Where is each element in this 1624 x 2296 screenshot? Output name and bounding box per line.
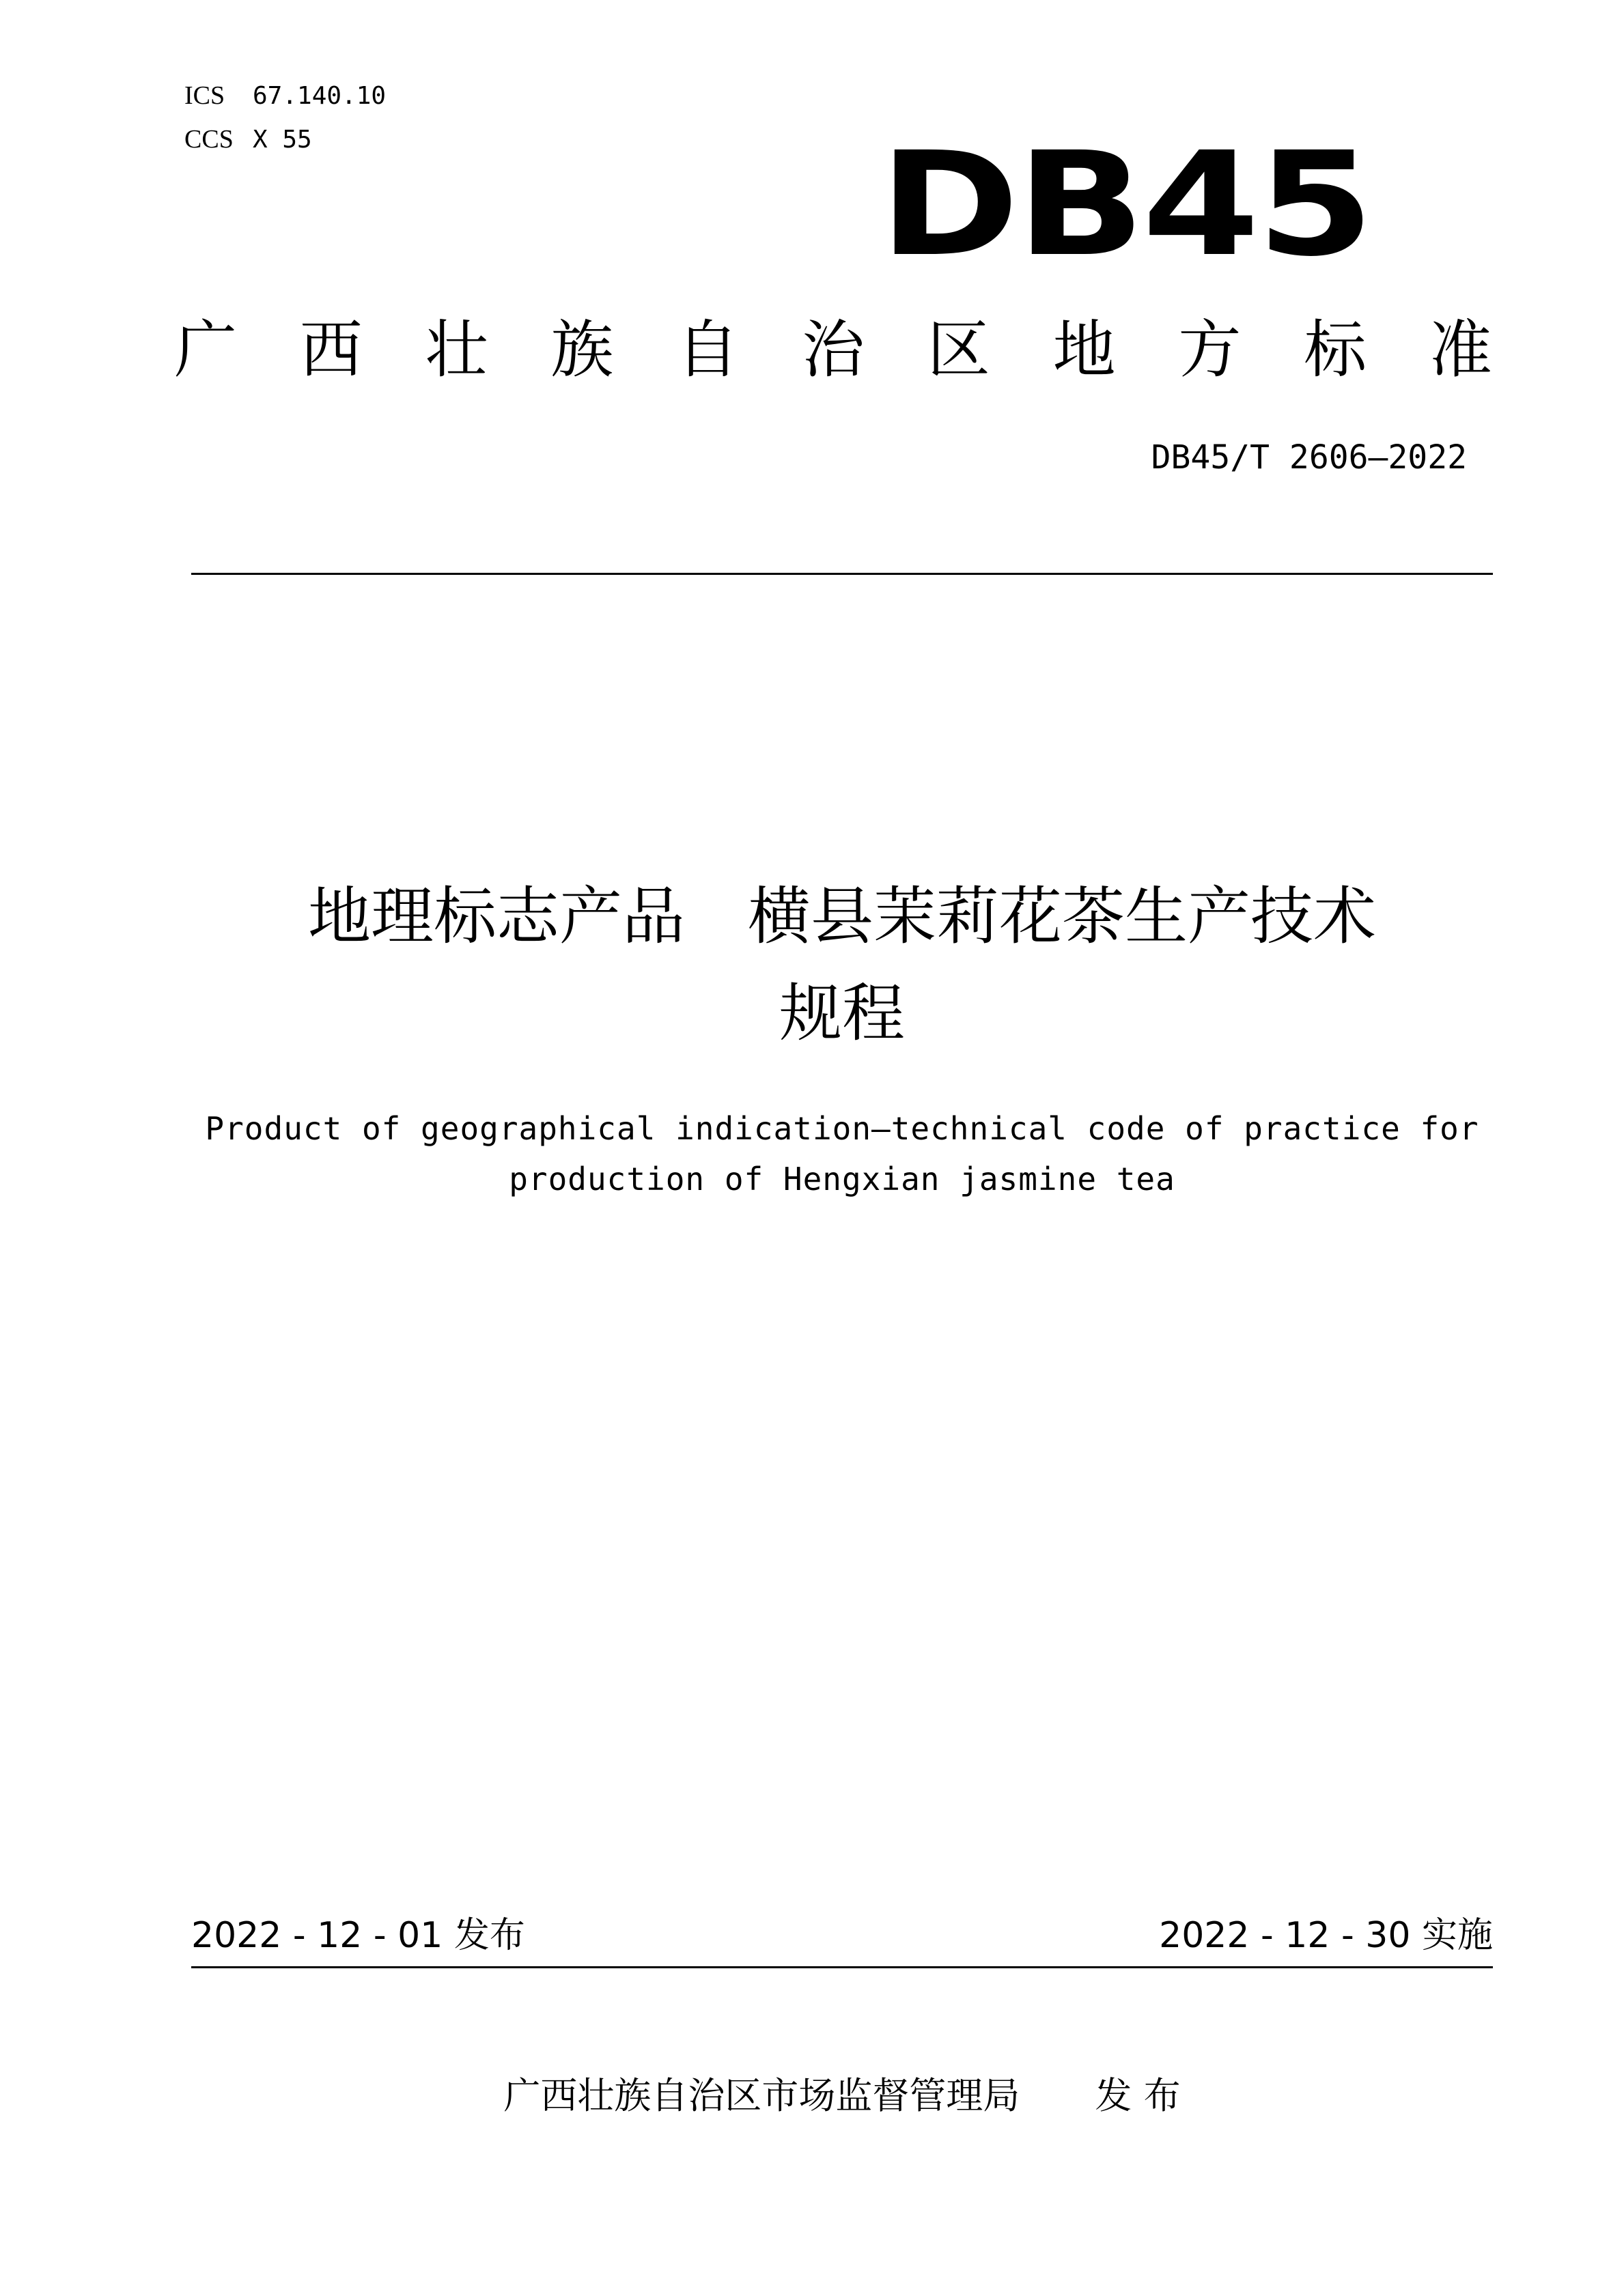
standard-codes xyxy=(184,74,386,161)
ics-value: 67.140.10 xyxy=(253,82,387,110)
region-standard-title xyxy=(174,313,1492,388)
region-title-char: 自 xyxy=(676,313,740,386)
english-title-line-2: production of Hengxian jasmine tea xyxy=(509,1161,1175,1197)
region-title-char: 族 xyxy=(550,313,614,386)
document-number: DB45/T 2606—2022 xyxy=(1151,438,1467,477)
chinese-title-line-1: 地理标志产品 横县茉莉花茶生产技术 xyxy=(307,880,1376,953)
english-title-line-1: Product of geographical indication—technical code of practice for xyxy=(205,1110,1479,1147)
ccs-value: X 55 xyxy=(253,126,312,154)
top-divider xyxy=(191,573,1493,575)
standard-mark: DB45 xyxy=(879,121,1371,288)
region-title-char: 准 xyxy=(1429,313,1492,386)
bottom-divider xyxy=(191,1966,1493,1968)
region-title-char: 地 xyxy=(1052,313,1116,386)
issue-date: 2022 - 12 - 01 发布 xyxy=(191,1915,525,1956)
implementation-date: 2022 - 12 - 30 实施 xyxy=(1159,1915,1493,1956)
region-title-char: 方 xyxy=(1178,313,1242,386)
region-title-char: 广 xyxy=(174,313,238,386)
region-title-char: 壮 xyxy=(425,313,488,386)
ics-label: ICS xyxy=(184,81,225,110)
region-title-char: 治 xyxy=(801,313,865,386)
ccs-label: CCS xyxy=(184,125,234,154)
publisher-line xyxy=(191,2072,1493,2120)
publisher-org: 广西壮族自治区市场监督管理局 xyxy=(503,2074,1020,2117)
chinese-title-line-2: 规程 xyxy=(779,977,905,1050)
ics-code xyxy=(184,74,386,117)
english-title xyxy=(191,1103,1493,1204)
publisher-action: 发 布 xyxy=(1095,2074,1181,2117)
region-title-char: 区 xyxy=(927,313,990,386)
region-title-char: 西 xyxy=(299,313,363,386)
region-title-char: 标 xyxy=(1304,313,1367,386)
ccs-code xyxy=(184,117,386,161)
chinese-title xyxy=(191,868,1493,1062)
